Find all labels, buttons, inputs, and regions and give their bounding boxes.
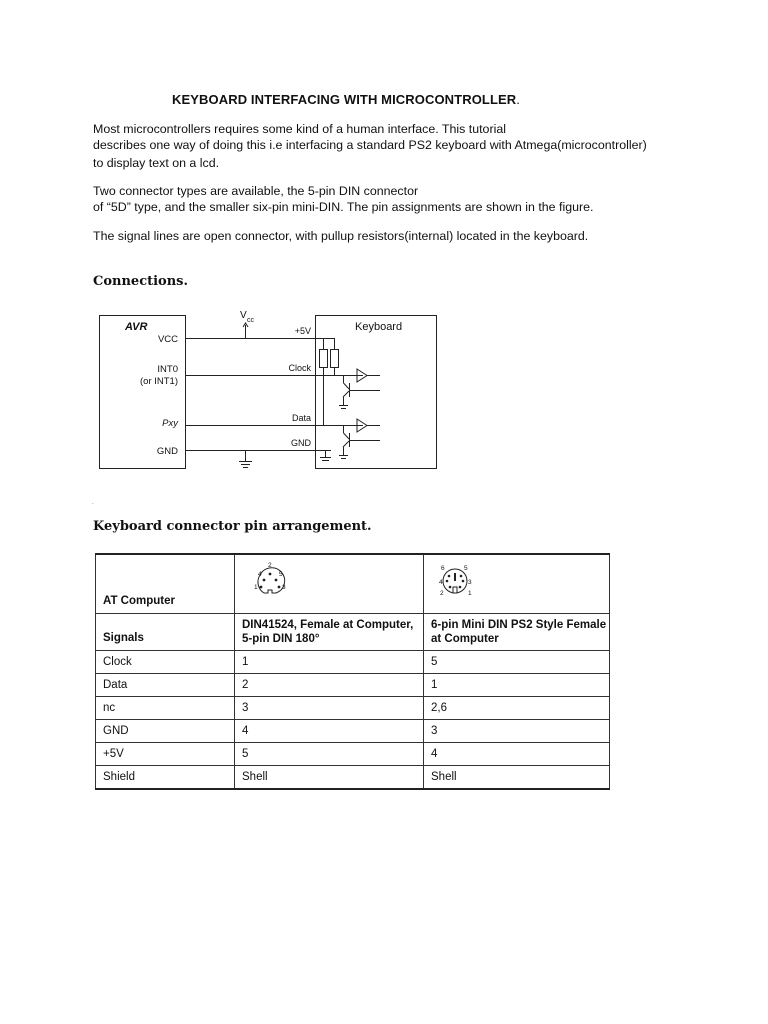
din6-cell: 5 [424,651,610,674]
pin-data: Data [291,413,311,423]
din6-pin-label: 6 [441,565,445,572]
intro-paragraph [93,122,647,172]
intro-line-1: Most microcontrollers requires some kind of a human interface. This tutorial [93,122,506,136]
table-row [96,743,610,766]
din5-pin-label: 1 [254,584,258,591]
signal-cell: nc [96,697,235,720]
signal-cell: +5V [96,743,235,766]
signal-cell: GND [96,720,235,743]
pin-5v: +5V [294,326,311,336]
din5-cell: Shell [235,766,424,790]
pin-clock: Clock [288,363,311,373]
resistor-2 [331,350,339,368]
header-cell-din6 [424,554,610,614]
signal-cell: Data [96,674,235,697]
header-cell-din5 [235,554,424,614]
signal-paragraph [93,229,588,245]
signal-cell: Shield [96,766,235,790]
header-cell-at [96,554,235,614]
avr-label: AVR [125,321,148,333]
din5-pin-label: 3 [282,584,286,591]
din6-cell: 4 [424,743,610,766]
table-row [96,651,610,674]
resistor-1 [320,350,328,368]
din6-pin-label: 2 [440,590,444,597]
din5-cell: 5 [235,743,424,766]
din5-description: DIN41524, Female at Computer, 5-pin DIN 180° [242,619,414,645]
din5-cell: 3 [235,697,424,720]
pin-int0: INT0 [157,364,178,375]
din6-description: 6-pin Mini DIN PS2 Style Female at Computer [431,619,607,645]
din6-pin-label: 5 [464,565,468,572]
connector-line-2: of “5D” type, and the smaller six-pin mini-DIN. The pin assignments are shown in the figure. [93,199,594,214]
table-row [96,697,610,720]
document-title [172,92,520,107]
signals-header-cell [96,614,235,651]
signals-label: Signals [103,632,144,644]
pin-int1: (or INT1) [140,376,178,387]
title-text: KEYBOARD INTERFACING WITH MICROCONTROLLER [172,92,517,107]
circuit-diagram [95,305,445,480]
vcc-symbol: V [240,310,247,321]
pin-pxy: Pxy [162,418,178,429]
din6-pin-label: 4 [439,579,443,586]
din5-pin-label: 5 [279,571,283,578]
intro-line-2: describes one way of doing this i.e interfacing a standard PS2 keyboard with Atmega(microcontroller) [93,137,647,152]
din5-connector-icon [242,557,302,607]
at-computer-label: AT Computer [103,595,175,607]
signal-cell: Clock [96,651,235,674]
din5-cell: 2 [235,674,424,697]
din6-desc-cell [424,614,610,651]
title-suffix: . [516,92,520,107]
vcc-subscript: cc [247,317,254,324]
din6-cell: 1 [424,674,610,697]
din5-cell: 4 [235,720,424,743]
pin-vcc: VCC [157,334,178,345]
connector-line-1: Two connector types are available, the 5-pin DIN connector [93,184,419,198]
table-row [96,720,610,743]
signal-line-1: The signal lines are open connector, with pullup resistors(internal) located in the keyboard. [93,229,589,243]
din6-pin-label: 3 [468,579,472,586]
connections-heading: Connections. [93,274,189,289]
pin-gnd-kb: GND [291,438,311,448]
table-row [96,766,610,790]
din6-cell: 2,6 [424,697,610,720]
intro-line-3: to display text on a lcd. [93,156,220,170]
stray-mark: . [92,500,94,506]
pin-gnd-avr: GND [156,446,178,457]
keyboard-label: Keyboard [355,321,403,333]
din5-cell: 1 [235,651,424,674]
table-header-row [96,554,610,614]
din5-pin-label: 2 [268,562,272,569]
table-signals-row [96,614,610,651]
connector-paragraph [93,184,593,215]
pin-arrangement-heading: Keyboard connector pin arrangement. [93,519,372,534]
din6-cell: 3 [424,720,610,743]
pin-table [95,553,610,790]
din5-desc-cell [235,614,424,651]
table-row [96,674,610,697]
din5-pin-label: 4 [258,571,262,578]
din6-pin-label: 1 [468,590,472,597]
din6-connector-icon [431,557,491,607]
din6-cell: Shell [424,766,610,790]
